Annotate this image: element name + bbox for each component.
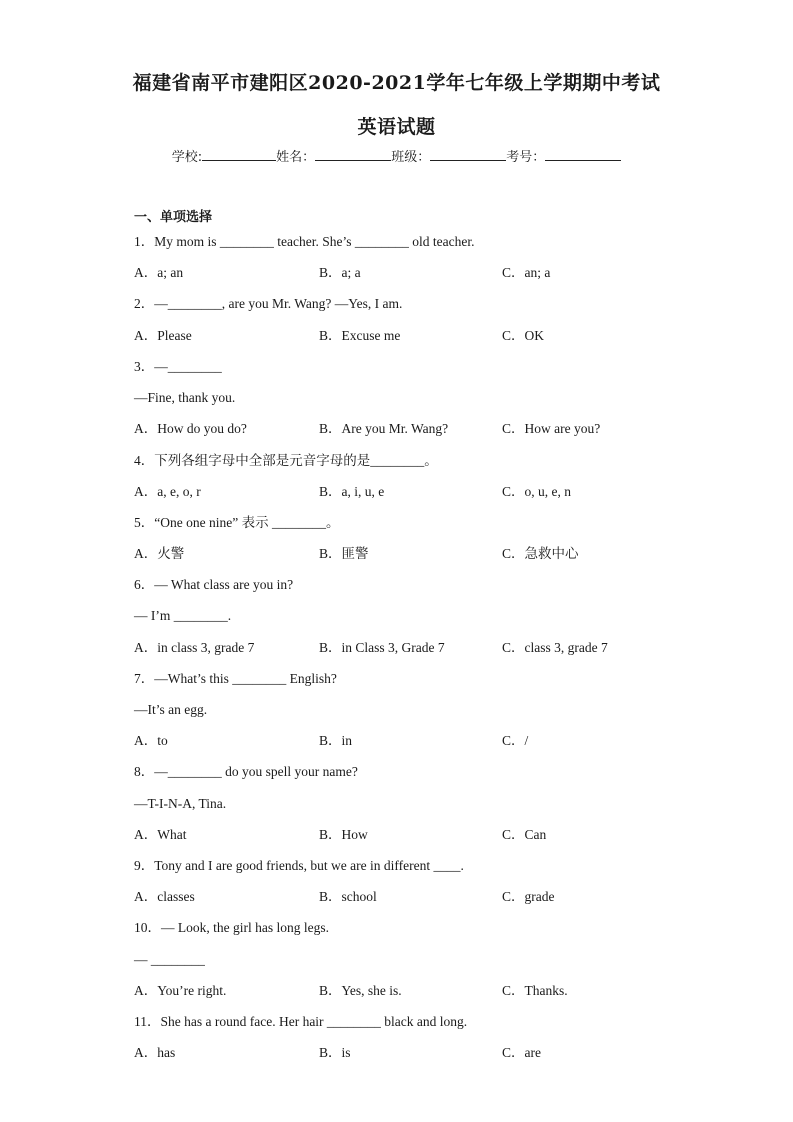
question-11-line-1: 11．She has a round face. Her hair ________ black and long. xyxy=(134,1014,468,1029)
question-2-line-1: 2．—________, are you Mr. Wang? —Yes, I am. xyxy=(134,296,403,311)
name-label: 姓名： xyxy=(276,150,316,165)
question-7-line-2: —It’s an egg. xyxy=(134,702,208,717)
question-11-option-a[interactable]: A．has xyxy=(134,1045,176,1060)
question-8-option-a[interactable]: A．What xyxy=(134,827,187,842)
question-4-option-b[interactable]: B．a, i, u, e xyxy=(319,484,385,499)
question-10-line-2: — ________ xyxy=(134,952,205,967)
question-4-option-a[interactable]: A．a, e, o, r xyxy=(134,484,201,499)
question-8-line-1: 8．—________ do you spell your name? xyxy=(134,764,358,779)
question-6-line-2: — I’m ________. xyxy=(134,608,232,623)
exam-no-label: 考号： xyxy=(506,150,546,165)
question-1-option-c[interactable]: C．an; a xyxy=(502,265,551,280)
question-6-option-c[interactable]: C．class 3, grade 7 xyxy=(502,640,608,655)
question-9-option-a[interactable]: A．classes xyxy=(134,889,195,904)
question-10-option-b[interactable]: B．Yes, she is. xyxy=(319,983,402,998)
question-3-option-b[interactable]: B．Are you Mr. Wang? xyxy=(319,421,449,436)
section-title: 一、单项选择 xyxy=(134,210,213,225)
question-7-line-1: 7．—What’s this ________ English? xyxy=(134,671,337,686)
question-3-option-a[interactable]: A．How do you do? xyxy=(134,421,247,436)
question-3-option-c[interactable]: C．How are you? xyxy=(502,421,601,436)
exam-no-blank[interactable] xyxy=(545,146,621,161)
question-2-option-b[interactable]: B．Excuse me xyxy=(319,328,401,343)
question-5-line-1: 5．“One one nine” 表示 ________。 xyxy=(134,515,340,530)
class-blank[interactable] xyxy=(430,146,506,161)
question-5-option-c[interactable]: C．急救中心 xyxy=(502,546,579,561)
class-label: 班级： xyxy=(391,150,431,165)
question-7-option-b[interactable]: B．in xyxy=(319,733,353,748)
question-8-option-c[interactable]: C．Can xyxy=(502,827,547,842)
question-5-option-b[interactable]: B．匪警 xyxy=(319,546,369,561)
name-blank[interactable] xyxy=(315,146,391,161)
school-label: 学校: xyxy=(171,150,203,165)
question-11-option-b[interactable]: B．is xyxy=(319,1045,351,1060)
question-11-option-c[interactable]: C．are xyxy=(502,1045,541,1060)
question-5-option-a[interactable]: A．火警 xyxy=(134,546,185,561)
exam-title-line1: 福建省南平市建阳区2020-2021学年七年级上学期期中考试 xyxy=(132,72,661,94)
question-6-option-b[interactable]: B．in Class 3, Grade 7 xyxy=(319,640,445,655)
question-1-line-1: 1．My mom is ________ teacher. She’s ________ old teacher. xyxy=(134,234,475,249)
question-6-option-a[interactable]: A．in class 3, grade 7 xyxy=(134,640,255,655)
question-3-line-2: —Fine, thank you. xyxy=(134,390,236,405)
question-2-option-c[interactable]: C．OK xyxy=(502,328,545,343)
question-2-option-a[interactable]: A．Please xyxy=(134,328,192,343)
exam-title-line2: 英语试题 xyxy=(357,116,436,138)
question-10-option-c[interactable]: C．Thanks. xyxy=(502,983,568,998)
question-7-option-c[interactable]: C．/ xyxy=(502,733,529,748)
question-8-option-b[interactable]: B．How xyxy=(319,827,368,842)
question-1-option-b[interactable]: B．a; a xyxy=(319,265,361,280)
question-9-option-c[interactable]: C．grade xyxy=(502,889,555,904)
question-9-line-1: 9．Tony and I are good friends, but we are in different ____. xyxy=(134,858,464,873)
question-9-option-b[interactable]: B．school xyxy=(319,889,377,904)
school-blank[interactable] xyxy=(202,146,276,161)
question-3-line-1: 3．—________ xyxy=(134,359,222,374)
question-4-option-c[interactable]: C．o, u, e, n xyxy=(502,484,571,499)
question-7-option-a[interactable]: A．to xyxy=(134,733,168,748)
student-info-row xyxy=(0,146,793,165)
question-8-line-2: —T-I-N-A, Tina. xyxy=(134,796,227,811)
question-4-line-1: 4．下列各组字母中全部是元音字母的是________。 xyxy=(134,453,438,468)
question-1-option-a[interactable]: A．a; an xyxy=(134,265,184,280)
question-10-option-a[interactable]: A．You’re right. xyxy=(134,983,227,998)
question-6-line-1: 6．— What class are you in? xyxy=(134,577,294,592)
question-10-line-1: 10．— Look, the girl has long legs. xyxy=(134,920,329,935)
